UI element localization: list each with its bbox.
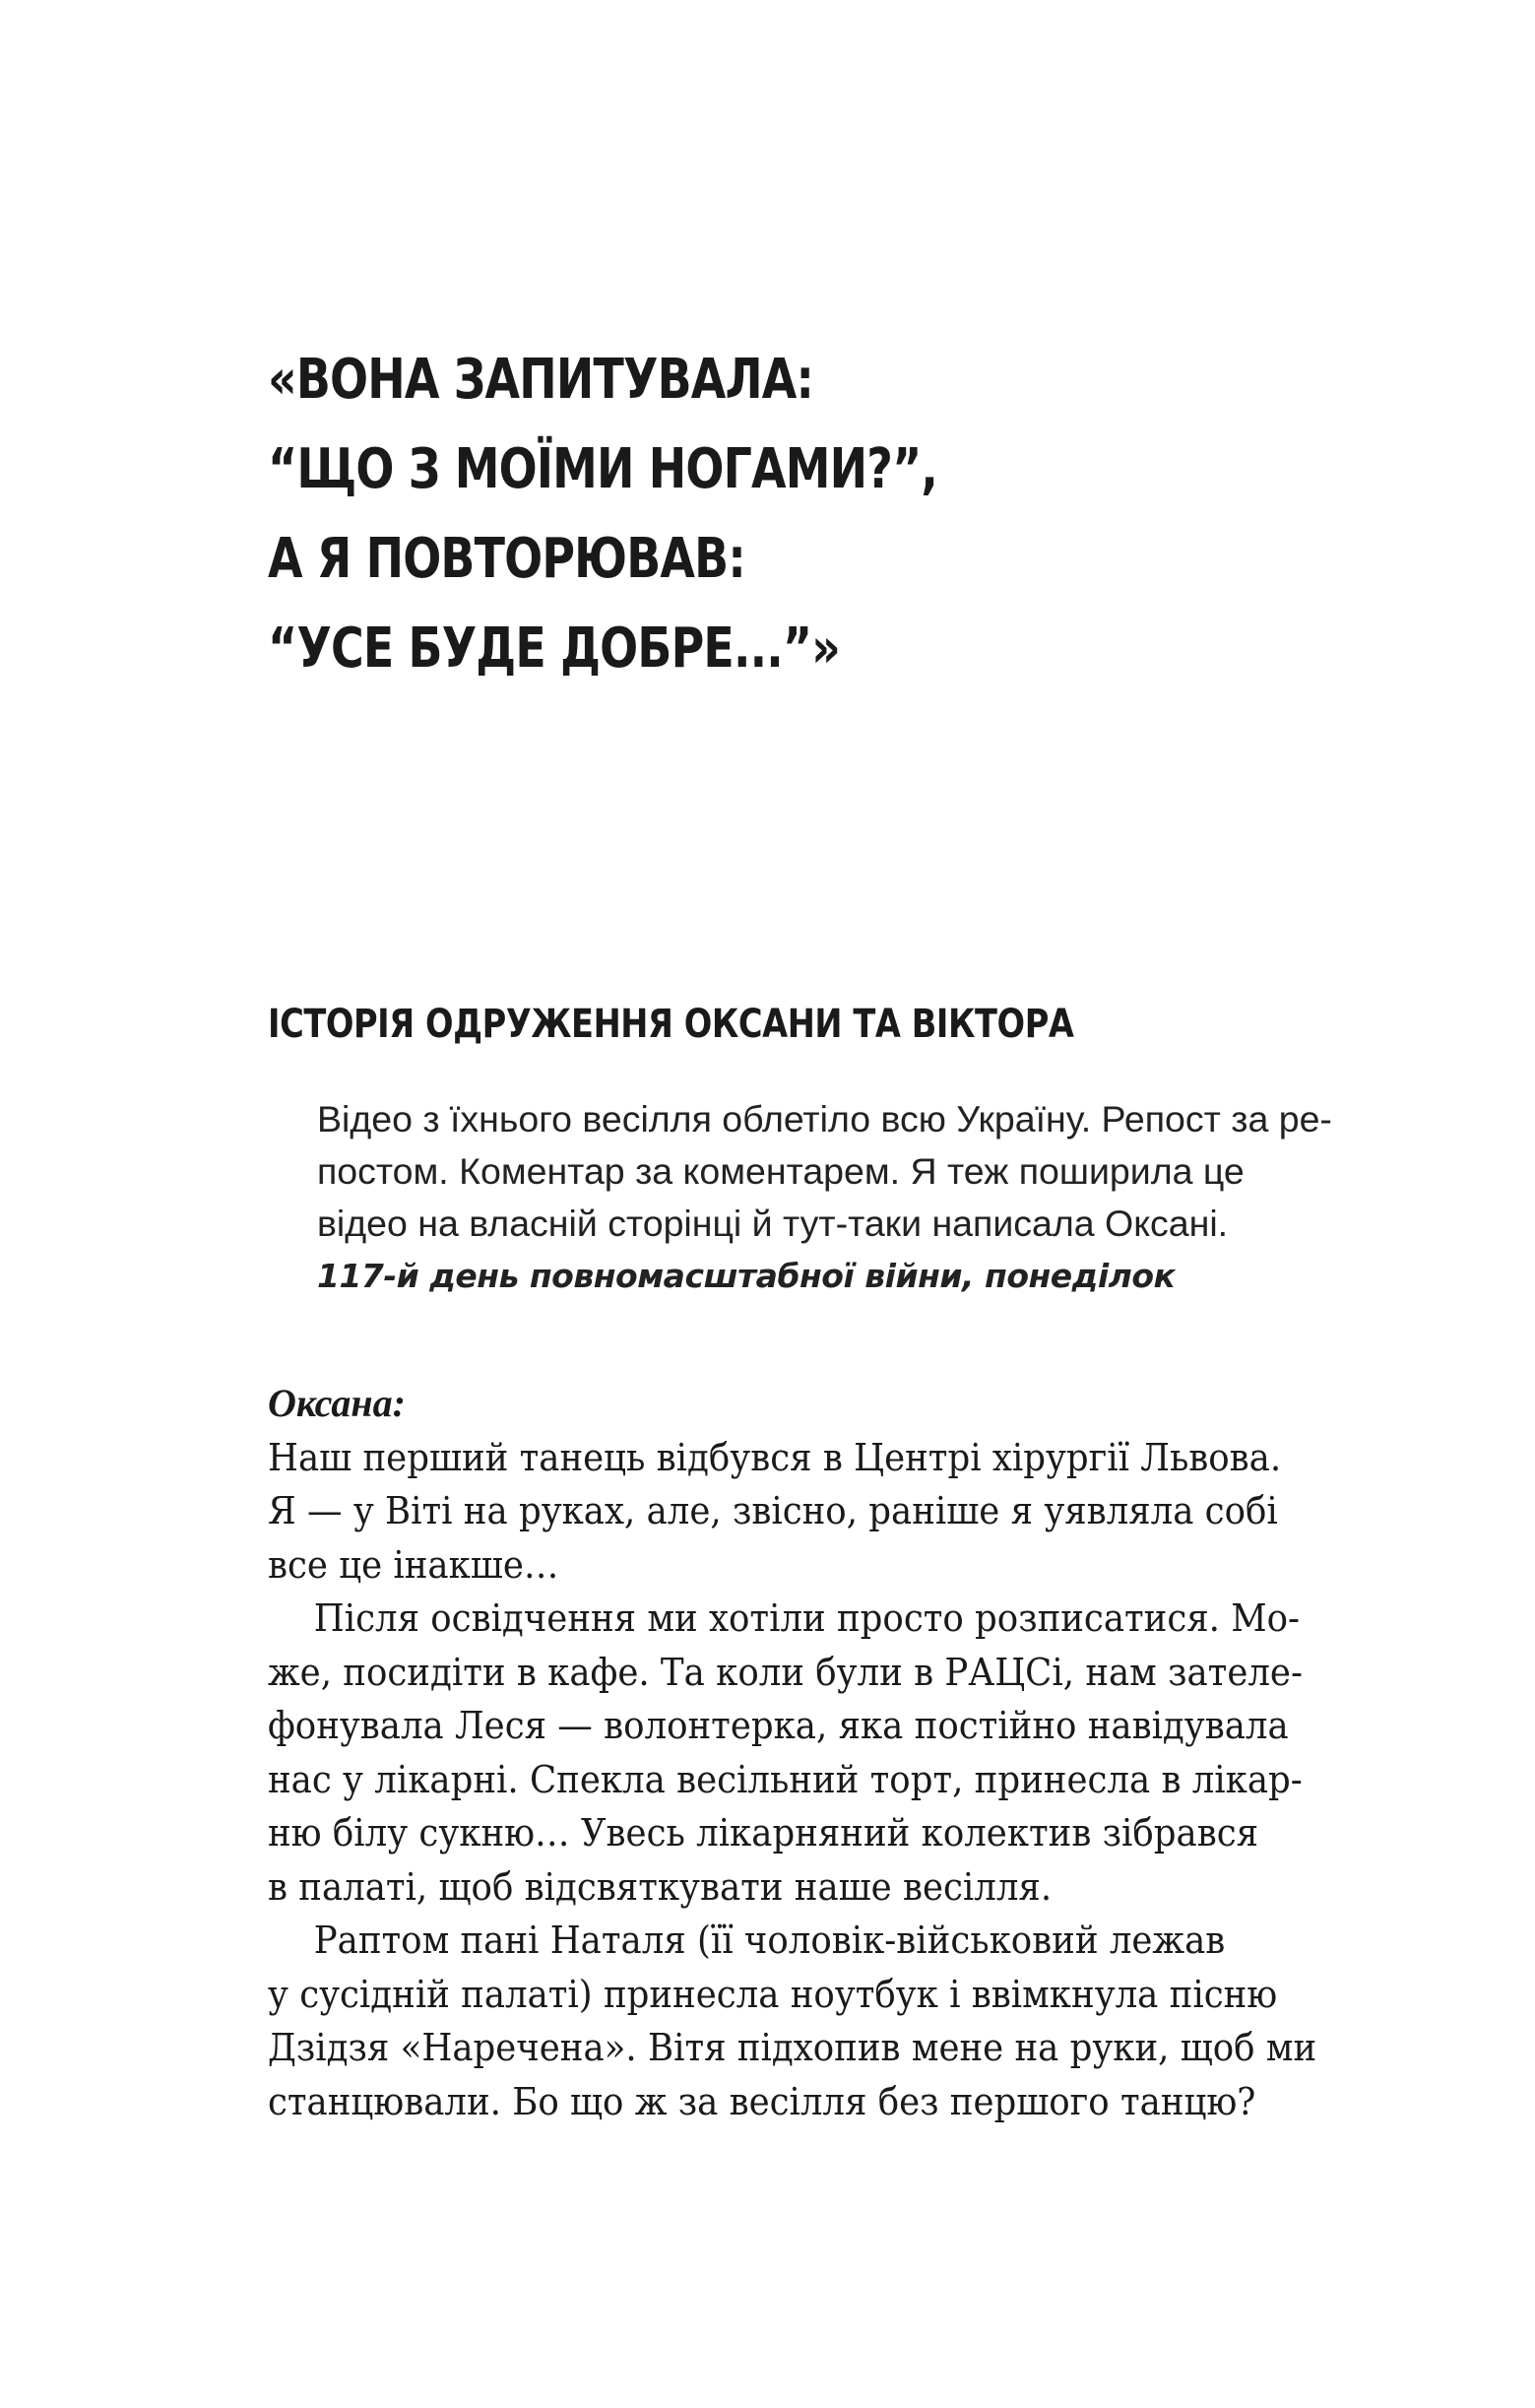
body-line: в палаті, щоб відсвяткувати наше весілля. <box>268 1864 1053 1909</box>
chapter-title <box>268 335 1156 693</box>
body-line: нас у лікарні. Спекла весільний торт, принесла в лікар- <box>268 1757 1303 1801</box>
speaker-label: Оксана: <box>268 1381 406 1425</box>
chapter-title-line: “УСЕ БУДЕ ДОБРЕ...”» <box>268 617 841 681</box>
body-line: Наш перший танець відбувся в Центрі хірургії Львова. <box>268 1435 1282 1479</box>
intro-line: Відео з їхнього весілля облетіло всю Україну. Репост за ре- <box>317 1098 1332 1139</box>
intro-line: постом. Коментар за коментарем. Я теж поширила це <box>317 1150 1245 1192</box>
chapter-subtitle: ІСТОРІЯ ОДРУЖЕННЯ ОКСАНИ ТА ВІКТОРА <box>268 1002 1074 1047</box>
intro-line: відео на власній сторінці й тут-таки написала Оксані. <box>317 1203 1229 1244</box>
intro-date-line: 117-й день повномасштабної війни, понеділок <box>317 1257 1176 1295</box>
body-line: фонувала Леся — волонтерка, яка постійно навідувала <box>268 1704 1289 1747</box>
body-line: Після освідчення ми хотіли просто розписатися. Мо- <box>313 1596 1301 1640</box>
chapter-title-line: «ВОНА ЗАПИТУВАЛА: <box>268 348 814 412</box>
body-line: у сусідній палаті) принесла ноутбук і ввімкнула пісню <box>268 1972 1278 2016</box>
body-line: все це інакше… <box>268 1542 559 1587</box>
chapter-title-line: А Я ПОВТОРЮВАВ: <box>268 527 745 591</box>
body-line: станцювали. Бо що ж за весілля без першого танцю? <box>268 2079 1256 2123</box>
body-line: ню білу сукню… Увесь лікарняний колектив зібрався <box>268 1811 1259 1855</box>
body-text <box>268 1377 1351 2128</box>
body-line: Дзідзя «Наречена». Вітя підхопив мене на руки, щоб ми <box>268 2026 1317 2069</box>
body-line: Я — у Віті на руках, але, звісно, раніше я уявляла собі <box>268 1489 1278 1532</box>
body-line: Раптом пані Наталя (її чоловік-військовий лежав <box>313 1919 1226 1962</box>
chapter-title-line: “ЩО З МОЇМИ НОГАМИ?”, <box>268 437 938 501</box>
intro-paragraph <box>317 1093 1332 1302</box>
body-line: же, посидіти в кафе. Та коли були в РАЦСі, нам зателе- <box>268 1650 1303 1694</box>
